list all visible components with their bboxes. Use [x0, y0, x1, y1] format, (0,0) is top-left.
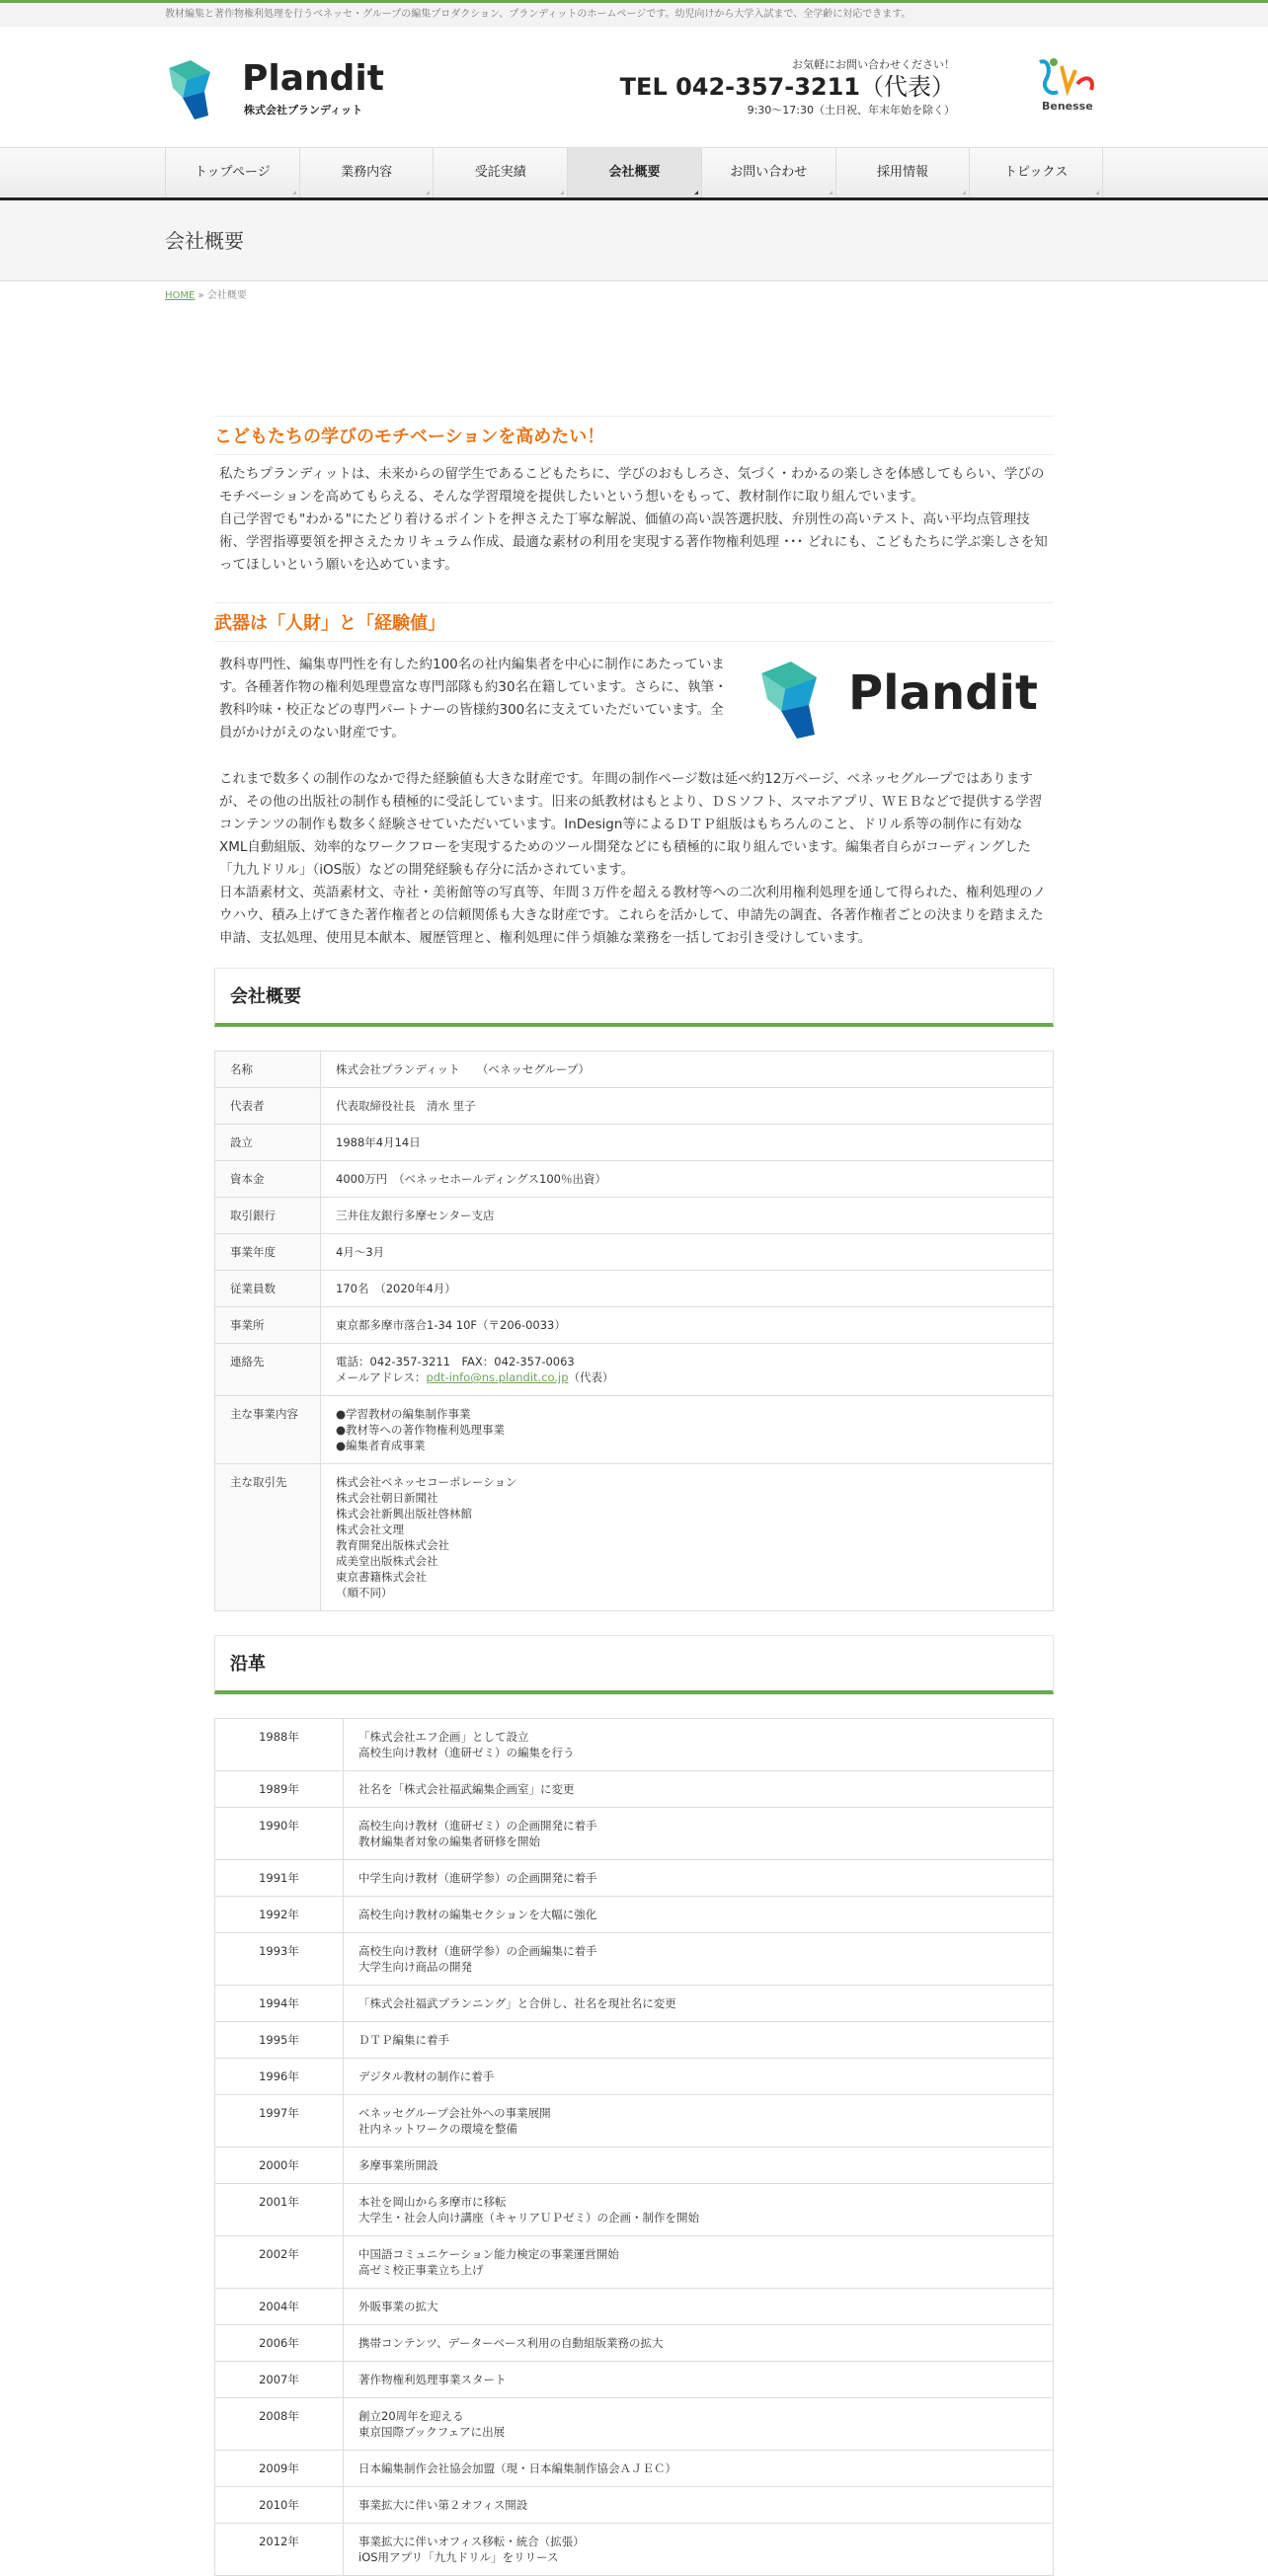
page-title-bar: [0, 200, 1268, 281]
company-info-row: [215, 1234, 1054, 1271]
large-logo-wordmark: Plandit: [848, 665, 1038, 721]
history-event: 多摩事業所開設: [344, 2147, 1054, 2184]
benesse-figure-icon: [1034, 56, 1103, 100]
company-info-value: [321, 1464, 1054, 1611]
history-event: 創立20周年を迎える 東京国際ブックフェアに出展: [344, 2398, 1054, 2451]
company-info-value-text: 代表取締役社長 清水 里子: [336, 1099, 476, 1113]
plandit-logo[interactable]: [165, 58, 382, 119]
history-year: 2007年: [215, 2362, 344, 2398]
plandit-logo-mark-icon: [165, 58, 236, 119]
company-info-row: [215, 1464, 1054, 1611]
history-event: 事業拡大に伴いオフィス移転・統合（拡張） iOS用アプリ「九九ドリル」をリリース: [344, 2524, 1054, 2576]
history-year: 2012年: [215, 2524, 344, 2576]
history-row: [215, 2022, 1054, 2059]
history-year: 1992年: [215, 1897, 344, 1933]
history-event: 外販事業の拡大: [344, 2289, 1054, 2325]
breadcrumb-home-link[interactable]: HOME: [165, 290, 196, 301]
header-tagline-bar: [0, 3, 1268, 27]
company-info-row: [215, 1307, 1054, 1344]
company-info-value-text: 170名 （2020年4月）: [336, 1282, 456, 1295]
company-info-value: [321, 1088, 1054, 1125]
history-row: [215, 2524, 1054, 2576]
company-overview-heading-box: [214, 968, 1054, 1027]
history-year: 1991年: [215, 1860, 344, 1897]
company-info-value-text: 東京都多摩市落合1-34 10F（〒206-0033）: [336, 1318, 566, 1332]
benesse-logo[interactable]: [1034, 56, 1103, 116]
company-info-key: 代表者: [215, 1088, 321, 1125]
company-info-row: [215, 1271, 1054, 1307]
nav-item-company[interactable]: 会社概要: [567, 148, 701, 197]
history-row: [215, 2184, 1054, 2236]
history-event: 「株式会社エフ企画」として設立 高校生向け教材（進研ゼミ）の編集を行う: [344, 1719, 1054, 1771]
section-heading-motivation: こどもたちの学びのモチベーションを高めたい！: [214, 416, 1054, 455]
history-event: ベネッセグループ会社外への事業展開 社内ネットワークの環境を整備: [344, 2095, 1054, 2147]
history-event: 事業拡大に伴い第２オフィス開設: [344, 2487, 1054, 2524]
company-info-key: 従業員数: [215, 1271, 321, 1307]
history-year: 2009年: [215, 2451, 344, 2487]
company-info-value-text: 三井住友銀行多摩センター支店: [336, 1209, 495, 1222]
company-info-row: [215, 1125, 1054, 1161]
history-year: 1988年: [215, 1719, 344, 1771]
company-info-key: 名称: [215, 1052, 321, 1088]
assets-two-column: [214, 642, 1054, 744]
email-suffix: （代表）: [568, 1370, 614, 1384]
company-info-value-text: 株式会社プランディット （ベネッセグループ）: [336, 1062, 591, 1076]
company-info-key: 事業所: [215, 1307, 321, 1344]
plandit-large-logo-mark-icon: [757, 660, 846, 739]
company-info-value: [321, 1307, 1054, 1344]
history-event: 本社を岡山から多摩市に移転 大学生・社会人向け講座（キャリアＵＰゼミ）の企画・制作を開始: [344, 2184, 1054, 2236]
assets-text-people: 教科専門性、編集専門性を有した約100名の社内編集者を中心に制作にあたっています。各種著作物の権利処理豊富な専門部隊も約30名在籍しています。さらに、執筆・教科吟味・校正などの専門パートナーの皆様約300名に支えていただいています。全員がかけがえのない財産です。: [219, 657, 728, 741]
history-event: 中学生向け教材（進研学参）の企画開発に着手: [344, 1860, 1054, 1897]
history-event: 高校生向け教材の編集セクションを大幅に強化: [344, 1897, 1054, 1933]
nav-item-top[interactable]: トップページ: [165, 148, 299, 197]
company-info-value: [321, 1125, 1054, 1161]
history-event: 著作物権利処理事業スタート: [344, 2362, 1054, 2398]
history-event: 「株式会社福武プランニング」と合併し、社名を現社名に変更: [344, 1986, 1054, 2022]
history-event: 日本編集制作会社協会加盟（現・日本編集制作協会ＡＪＥＣ）: [344, 2451, 1054, 2487]
history-row: [215, 2147, 1054, 2184]
history-row: [215, 2325, 1054, 2362]
history-year: 2002年: [215, 2236, 344, 2289]
company-info-row: [215, 1161, 1054, 1198]
history-row: [215, 2095, 1054, 2147]
history-event: 高校生向け教材（進研ゼミ）の企画開発に着手 教材編集者対象の編集者研修を開始: [344, 1808, 1054, 1860]
breadcrumb-separator: »: [198, 290, 204, 301]
logo-company-name: 株式会社プランディット: [244, 104, 363, 117]
company-info-key: 資本金: [215, 1161, 321, 1198]
company-info-value-text: 1988年4月14日: [336, 1135, 421, 1149]
global-nav: [0, 147, 1268, 200]
history-event: 社名を「株式会社福武編集企画室」に変更: [344, 1771, 1054, 1808]
history-row: [215, 1897, 1054, 1933]
company-info-value: [321, 1234, 1054, 1271]
company-info-value: [321, 1052, 1054, 1088]
company-info-key: 主な事業内容: [215, 1396, 321, 1464]
contact-note: お気軽にお問い合わせください！: [792, 58, 955, 71]
nav-item-results[interactable]: 受託実績: [433, 148, 567, 197]
history-row: [215, 2487, 1054, 2524]
company-info-key: 主な取引先: [215, 1464, 321, 1611]
company-info-value-text: ●学習教材の編集制作事業 ●教材等への著作物権利処理事業 ●編集者育成事業: [336, 1407, 506, 1452]
section-text-motivation: 私たちプランディットは、未来からの留学生であるこどもたちに、学びのおもしろさ、気づく・わかるの楽しさを体感してもらい、学びのモチベーションを高めてもらえる、そんな学習環境を提供したいという想いをもって、教材制作に取り組んでいます。 自己学習でも"わかる"にたどり着けるポイントを押さえた丁寧な解説、価値の高い誤答選択肢、弁別性の高いテスト、高い平均点管理技術、学習指導要領を押さえたカリキュラム作成、最適な素材の利用を実現する著作物権利処理 ･･･ どれにも、こどもたちに学ぶ楽しさを知ってほしいという願いを込めています。: [219, 466, 1048, 573]
company-info-row: [215, 1198, 1054, 1234]
history-event: 携帯コンテンツ、データーベース利用の自動組版業務の拡大: [344, 2325, 1054, 2362]
contact-hours: 9:30～17:30（土日祝、年末年始を除く）: [747, 104, 955, 117]
history-year: 1997年: [215, 2095, 344, 2147]
history-row: [215, 1808, 1054, 1860]
history-row: [215, 2059, 1054, 2095]
contact-block: [620, 56, 955, 117]
company-info-value: [321, 1198, 1054, 1234]
company-info-value: [321, 1344, 1054, 1396]
company-info-row: [215, 1052, 1054, 1088]
history-year: 1989年: [215, 1771, 344, 1808]
logo-wordmark: Plandit: [242, 58, 384, 99]
history-row: [215, 2289, 1054, 2325]
tel-suffix: （代表）: [860, 73, 955, 101]
history-event: ＤＴＰ編集に着手: [344, 2022, 1054, 2059]
history-row: [215, 1933, 1054, 1986]
company-info-value-text: 電話：042-357-3211 FAX：042-357-0063: [336, 1355, 575, 1368]
contact-tel[interactable]: [620, 72, 955, 102]
company-info-row: [215, 1088, 1054, 1125]
company-info-row: [215, 1396, 1054, 1464]
company-info-key: 連絡先: [215, 1344, 321, 1396]
email-link[interactable]: pdt-info@ns.plandit.co.jp: [426, 1370, 569, 1384]
breadcrumb: [165, 281, 1103, 311]
history-year: 1993年: [215, 1933, 344, 1986]
company-email-line: [336, 1369, 1038, 1385]
history-event: 高校生向け教材（進研学参）の企画編集に着手 大学生向け商品の開発: [344, 1933, 1054, 1986]
benesse-wordmark: Benesse: [1042, 100, 1093, 113]
email-label: メールアドレス：: [336, 1370, 427, 1384]
main-content: [214, 311, 1054, 2576]
company-info-table: [214, 1051, 1054, 1611]
history-year: 2004年: [215, 2289, 344, 2325]
company-info-value-text: 4月～3月: [336, 1245, 385, 1259]
history-event: デジタル教材の制作に着手: [344, 2059, 1054, 2095]
history-year: 2008年: [215, 2398, 344, 2451]
history-year: 2001年: [215, 2184, 344, 2236]
company-info-value: [321, 1396, 1054, 1464]
page-title: 会社概要: [165, 229, 244, 253]
history-row: [215, 1986, 1054, 2022]
nav-item-contact[interactable]: お問い合わせ: [701, 148, 835, 197]
history-year: 1995年: [215, 2022, 344, 2059]
nav-item-topics[interactable]: トピックス: [969, 148, 1103, 197]
history-row: [215, 2451, 1054, 2487]
history-row: [215, 1860, 1054, 1897]
breadcrumb-current: 会社概要: [206, 290, 247, 301]
history-heading-box: [214, 1635, 1054, 1694]
company-info-value: [321, 1161, 1054, 1198]
history-year: 1996年: [215, 2059, 344, 2095]
history-event: 中国語コミュニケーション能力検定の事業運営開始 高ゼミ校正事業立ち上げ: [344, 2236, 1054, 2289]
history-year: 1994年: [215, 1986, 344, 2022]
company-info-key: 取引銀行: [215, 1198, 321, 1234]
history-row: [215, 1771, 1054, 1808]
history-row: [215, 2362, 1054, 2398]
site-header: [0, 27, 1268, 147]
company-info-key: 事業年度: [215, 1234, 321, 1271]
company-info-value: [321, 1271, 1054, 1307]
history-year: 2006年: [215, 2325, 344, 2362]
history-year: 2010年: [215, 2487, 344, 2524]
history-row: [215, 2398, 1054, 2451]
nav-item-recruit[interactable]: 採用情報: [835, 148, 970, 197]
company-info-value-text: 4000万円 （ベネッセホールディングス100％出資）: [336, 1172, 606, 1186]
history-row: [215, 1719, 1054, 1771]
history-heading: 沿革: [230, 1654, 266, 1675]
company-info-row: [215, 1344, 1054, 1396]
history-year: 1990年: [215, 1808, 344, 1860]
section-heading-assets: 武器は「人財」と「経験値」: [214, 602, 1054, 642]
nav-item-services[interactable]: 業務内容: [299, 148, 434, 197]
assets-text-experience: これまで数多くの制作のなかで得た経験値も大きな財産です。年間の制作ページ数は延べ約12万ページ、ベネッセグループではありますが、その他の出版社の制作も積極的に受託しています。旧来の紙教材はもとより、ＤＳソフト、スマホアプリ、ＷＥＢなどで提供する学習コンテンツの制作も数多く経験させていただいています。InDesign等によるＤＴＰ組版はもちろんのこと、ドリル系等の制作に有効なXML自動組版、効率的なワークフローを実現するためのツール開発などにも積極的に取り組んでいます。編集者自らがコーディングした「九九ドリル」（iOS版）などの開発経験も存分に活かされています。 日本語素材文、英語素材文、寺社・美術館等の写真等、年間３万件を超える教材等への二次利用権利処理を通して得られた、権利処理のノウハウ、積み上げてきた著作権者との信頼関係も大きな財産です。これらを活かして、申請先の調査、各著作権者ごとの決まりを踏まえた申請、支払処理、使用見本献本、履歴管理と、権利処理に伴う煩雑な業務を一括してお引き受けしています。: [219, 771, 1046, 946]
tel-number: TEL 042-357-3211: [619, 73, 860, 101]
history-table: [214, 1718, 1054, 2576]
company-info-value-text: 株式会社ベネッセコーポレーション 株式会社朝日新聞社 株式会社新興出版社啓林館 株式会社文理 教育開発出版株式会社 成美堂出版株式会社 東京書籍株式会社 （順不同）: [336, 1475, 517, 1600]
header-tagline: 教材編集と著作物権利処理を行うベネッセ・グループの編集プロダクション、プランディットのホームページです。幼児向けから大学入試まで、全学齢に対応できます。: [165, 9, 911, 20]
history-year: 2000年: [215, 2147, 344, 2184]
history-row: [215, 2236, 1054, 2289]
company-info-key: 設立: [215, 1125, 321, 1161]
plandit-large-logo: [757, 660, 1044, 739]
company-overview-heading: 会社概要: [230, 986, 301, 1007]
